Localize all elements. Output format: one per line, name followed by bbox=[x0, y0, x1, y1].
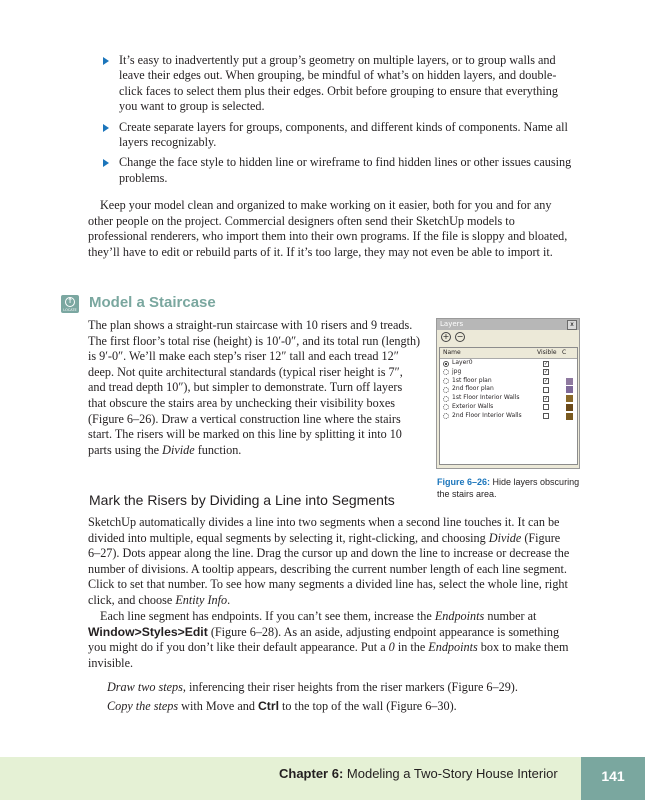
layer-name: 2nd floor plan bbox=[452, 385, 494, 393]
staircase-paragraph: The plan shows a straight-run staircase with 10 risers and 9 treads. The first floor’s total rise (height) is 10′-0″, and its total run (length) is 9′-0″. We’ll make each step’s riser 12″ tall and each tread 12″ deep. Not quite architectural standards (typical riser height is 7″, and tread depth 10″), but simpler to demonstrate. Turn off layers that obscure the stairs area by unchecking their visibility boxes (Figure 6–26). Draw a vertical construction line where the stairs start. The risers will be marked on this line by splitting it into 10 parts using the Divide function. bbox=[88, 318, 421, 457]
bullet-triangle-icon bbox=[103, 124, 109, 132]
page-number: 141 bbox=[581, 757, 645, 800]
layer-row bbox=[440, 403, 577, 412]
subsection-title: Mark the Risers by Dividing a Line into Segments bbox=[89, 492, 395, 508]
col-visible: Visible bbox=[537, 349, 557, 356]
visibility-checkbox bbox=[543, 387, 549, 393]
layer-name: 1st Floor Interior Walls bbox=[452, 394, 520, 402]
layer-rows bbox=[440, 359, 577, 421]
bullet-item: Change the face style to hidden line or wireframe to find hidden lines or other issues causing problems. bbox=[103, 155, 573, 186]
layer-color-swatch bbox=[566, 395, 573, 402]
col-color: C bbox=[562, 349, 567, 356]
intro-paragraph: Keep your model clean and organized to make working on it easier, both for you and for any other people on the project. Commercial designers often send their SketchUp models to professional renderers, who import them into their own programs. If the file is sloppy and bloated, they’ll have to edit or rebuild parts of it. If it’s too large, they may not even be able to import it. bbox=[88, 198, 568, 259]
divide-paragraph: SketchUp automatically divides a line into two segments when a second line touches it. It can be divided into multiple, equal segments by selecting it, right-clicking, and choosing Divide (Figure 6–27). Dots appear along the line. Drag the cursor up and down the line to increase or decrease the number of divisions. A tooltip appears, describing the current number length of each line segment. Click to set that number. To see how many segments a divided line has, select the whole line, right click, and choose Entity Info. bbox=[88, 515, 570, 607]
layer-row bbox=[440, 377, 577, 386]
figure-caption: Figure 6–26: Hide layers obscuring the stairs area. bbox=[437, 477, 580, 499]
active-layer-radio bbox=[443, 378, 449, 384]
layer-color-swatch bbox=[566, 386, 573, 393]
layer-color-swatch bbox=[566, 413, 573, 420]
active-layer-radio bbox=[443, 396, 449, 402]
layers-list bbox=[439, 347, 578, 465]
layer-name: jpg bbox=[452, 367, 462, 375]
layer-row bbox=[440, 385, 577, 394]
visibility-checkbox: ✓ bbox=[544, 395, 549, 402]
layer-name: 2nd Floor Interior Walls bbox=[452, 411, 522, 419]
layer-row bbox=[440, 368, 577, 377]
layers-toolbar bbox=[437, 330, 579, 345]
active-layer-radio bbox=[443, 404, 449, 410]
step-draw-two-steps: Draw two steps, inferencing their riser heights from the riser markers (Figure 6–29). bbox=[107, 680, 518, 694]
visibility-checkbox: ✓ bbox=[544, 378, 549, 385]
visibility-checkbox: ✓ bbox=[544, 369, 549, 376]
active-layer-radio bbox=[443, 361, 449, 367]
layer-color-swatch bbox=[566, 404, 573, 411]
remove-layer-icon: − bbox=[456, 332, 464, 341]
close-icon: x bbox=[567, 320, 577, 330]
bullet-list bbox=[103, 53, 573, 191]
step-copy-steps: Copy the steps with Move and Ctrl to the top of the wall (Figure 6–30). bbox=[107, 699, 457, 713]
locate-icon: ↑ LOCATE bbox=[61, 295, 79, 313]
layer-name: 1st floor plan bbox=[452, 376, 492, 384]
bullet-triangle-icon bbox=[103, 159, 109, 167]
section-title: Model a Staircase bbox=[89, 294, 216, 311]
layers-list-header bbox=[440, 348, 577, 359]
page-footer bbox=[0, 757, 645, 800]
active-layer-radio bbox=[443, 387, 449, 393]
layers-dialog-figure bbox=[436, 318, 580, 469]
bullet-item: Create separate layers for groups, components, and different kinds of components. Name all layers recognizably. bbox=[103, 120, 573, 151]
active-layer-radio bbox=[443, 413, 449, 419]
layer-name: Layer0 bbox=[452, 359, 473, 366]
layer-row bbox=[440, 359, 577, 368]
col-name: Name bbox=[443, 349, 461, 356]
bullet-triangle-icon bbox=[103, 57, 109, 65]
layer-row bbox=[440, 394, 577, 403]
visibility-checkbox bbox=[543, 404, 549, 410]
visibility-checkbox: ✓ bbox=[544, 360, 549, 367]
add-layer-icon: + bbox=[442, 332, 450, 341]
layer-color-swatch bbox=[566, 378, 573, 385]
visibility-checkbox bbox=[543, 413, 549, 419]
bullet-item: It’s easy to inadvertently put a group’s geometry on multiple layers, or to group walls and leave their edges out. When grouping, be mindful of what’s on hidden layers, and double-click faces to select them plus their edges. Orbit before grouping to ensure that everything you want to group is selected. bbox=[103, 53, 573, 115]
active-layer-radio bbox=[443, 369, 449, 375]
layers-titlebar: Layers x bbox=[437, 319, 579, 330]
endpoints-paragraph: Each line segment has endpoints. If you can’t see them, increase the Endpoints number at Window>Styles>Edit (Figure 6–28). As an aside, adjusting endpoint appearance is something you might do if you don’t like their default appearance. Put a 0 in the Endpoints box to make them invisible. bbox=[88, 609, 569, 670]
chapter-title: Chapter 6: Modeling a Two-Story House Interior bbox=[279, 766, 558, 781]
layer-row bbox=[440, 412, 577, 421]
layer-name: Exterior Walls bbox=[452, 402, 494, 410]
